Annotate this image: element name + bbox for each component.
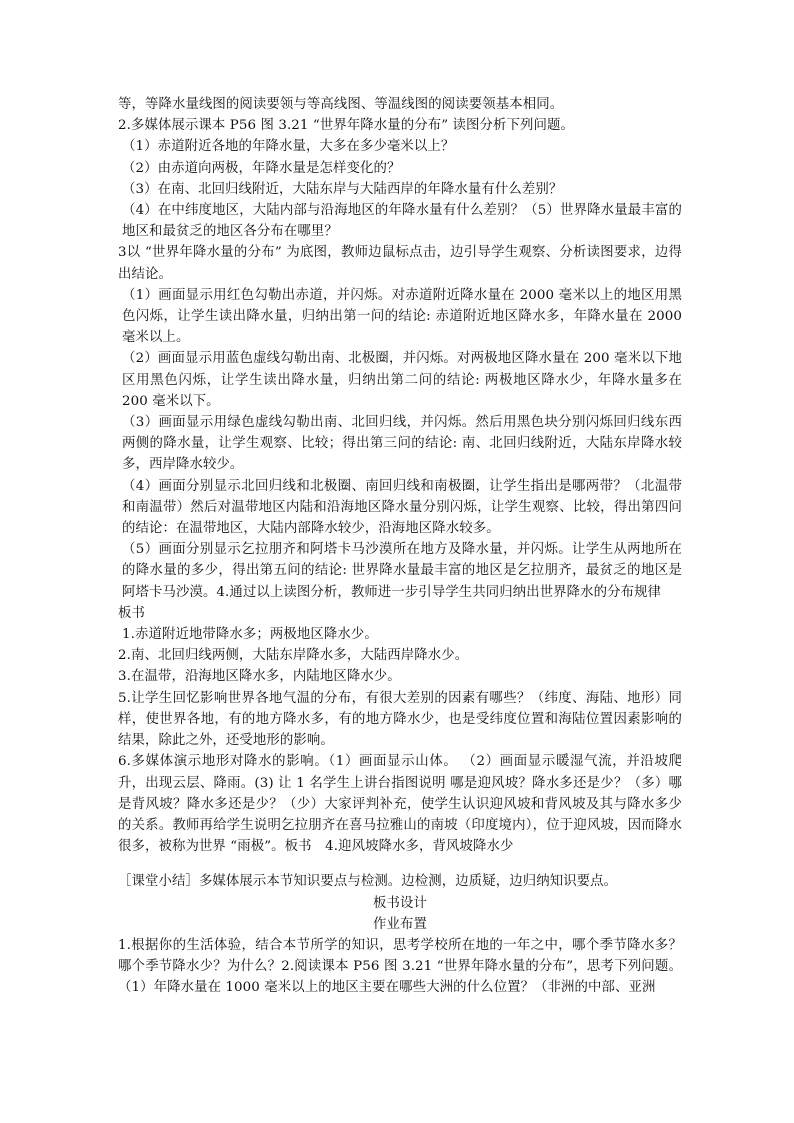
- blackboard-item-3: 3.在温带，沿海地区降水多，内陆地区降水少。: [118, 669, 401, 685]
- paragraph-step-6: 6.多媒体演示地形对降水的影响。（1）画面显示山体。 （2）画面显示暖湿气流，并沿坡爬升，出现云层、降雨。(3) 让 1 名学生上讲台指图说明 哪是迎风坡？降水多还是少？（多）哪是背风坡？降水多还是少？（少）大家评判补充，使学生认识迎风坡和背风坡及其与降水多少的关系。教师再给学生说明乞拉朋齐在喜马拉雅山的南坡（印度境内），位于迎风坡，因而降水很多，被称为世界 “雨极”。板书 4.迎风坡降水多，背风坡降水少: [118, 754, 682, 855]
- answer-4: （4）画面分别显示北回归线和北极圈、南回归线和南极圈，让学生指出是哪两带？（北温带和南温带）然后对温带地区内陆和沿海地区降水量分别闪烁，让学生观察、比较，得出第四问的结论：在温带地区，大陆内部降水较少，沿海地区降水较多。: [122, 478, 682, 537]
- answer-2: （2）画面显示用蓝色虚线勾勒出南、北极圈，并闪烁。对两极地区降水量在 200 毫米以下地区用黑色闪烁，让学生读出降水量，归纳出第二问的结论: 两极地区降水少，年降水量多在 200 毫米以下。: [122, 351, 682, 409]
- spacer: [118, 857, 682, 871]
- homework-heading: 作业布置: [373, 916, 427, 932]
- paragraph-step-2: 2.多媒体展示课本 P56 图 3.21 “世界年降水量的分布” 读图分析下列问题。: [118, 118, 574, 134]
- question-2: （2）由赤道向两极，年降水量是怎样变化的？: [122, 160, 401, 176]
- blackboard-heading: 板书: [118, 605, 145, 621]
- blackboard-design-heading: 板书设计: [373, 895, 427, 911]
- lesson-summary: ［课堂小结］多媒体展示本节知识要点与检测。边检测，边质疑，边归纳知识要点。: [118, 874, 618, 890]
- answer-5: （5）画面分别显示乞拉朋齐和阿塔卡马沙漠所在地方及降水量，并闪烁。让学生从两地所在的降水量的多少，得出第五问的结论: 世界降水量最丰富的地区是乞拉朋齐，最贫乏的地区是阿塔卡马沙漠。4.通过以上读图分析，教师进一步引导学生共同归纳出世界降水的分布规律: [122, 542, 682, 600]
- question-3: （3）在南、北回归线附近，大陆东岸与大陆西岸的年降水量有什么差别？: [122, 181, 563, 197]
- blackboard-item-1: 1.赤道附近地带降水多；两极地区降水少。: [122, 627, 378, 643]
- document-body: [118, 94, 682, 999]
- answer-3: （3）画面显示用绿色虚线勾勒出南、北回归线，并闪烁。然后用黑色块分别闪烁回归线东西两侧的降水量，让学生观察、比较；得出第三问的结论: 南、北回归线附近，大陆东岸降水较多，西岸降水较少。: [122, 415, 682, 473]
- paragraph-step-3: 3以 “世界年降水量的分布” 为底图，教师边鼠标点击，边引导学生观察、分析读图要求，边得出结论。: [118, 245, 682, 282]
- homework-text: 1.根据你的生活体验，结合本节所学的知识，思考学校所在地的一年之中，哪个季节降水多？哪个季节降水少？为什么？2.阅读课本 P56 图 3.21 “世界年降水量的分布”，思考下列问题。（1）年降水量在 1000 毫米以上的地区主要在哪些大洲的什么位置？（非洲的中部、亚洲: [118, 937, 682, 996]
- paragraph-step-5: 5.让学生回忆影响世界各地气温的分布，有很大差别的因素有哪些？（纬度、海陆、地形）同样，使世界各地，有的地方降水多，有的地方降水少，也是受纬度位置和海陆位置因素影响的结果，除此之外，还受地形的影响。: [118, 690, 682, 749]
- question-1: （1）赤道附近各地的年降水量，大多在多少毫米以上？: [122, 139, 455, 155]
- question-4-5: （4）在中纬度地区，大陆内部与沿海地区的年降水量有什么差别？（5）世界降水量最丰富的地区和最贫乏的地区各分布在哪里？: [122, 203, 682, 240]
- blackboard-item-2: 2.南、北回归线两侧，大陆东岸降水多，大陆西岸降水少。: [118, 648, 469, 664]
- answer-1: （1）画面显示用红色勾勒出赤道，并闪烁。对赤道附近降水量在 2000 毫米以上的地区用黑色闪烁，让学生读出降水量，归纳出第一问的结论: 赤道附近地区降水多，年降水量在 2000 毫米以上。: [122, 287, 682, 346]
- paragraph-intro: 等，等降水量线图的阅读要领与等高线图、等温线图的阅读要领基本相同。: [118, 97, 564, 112]
